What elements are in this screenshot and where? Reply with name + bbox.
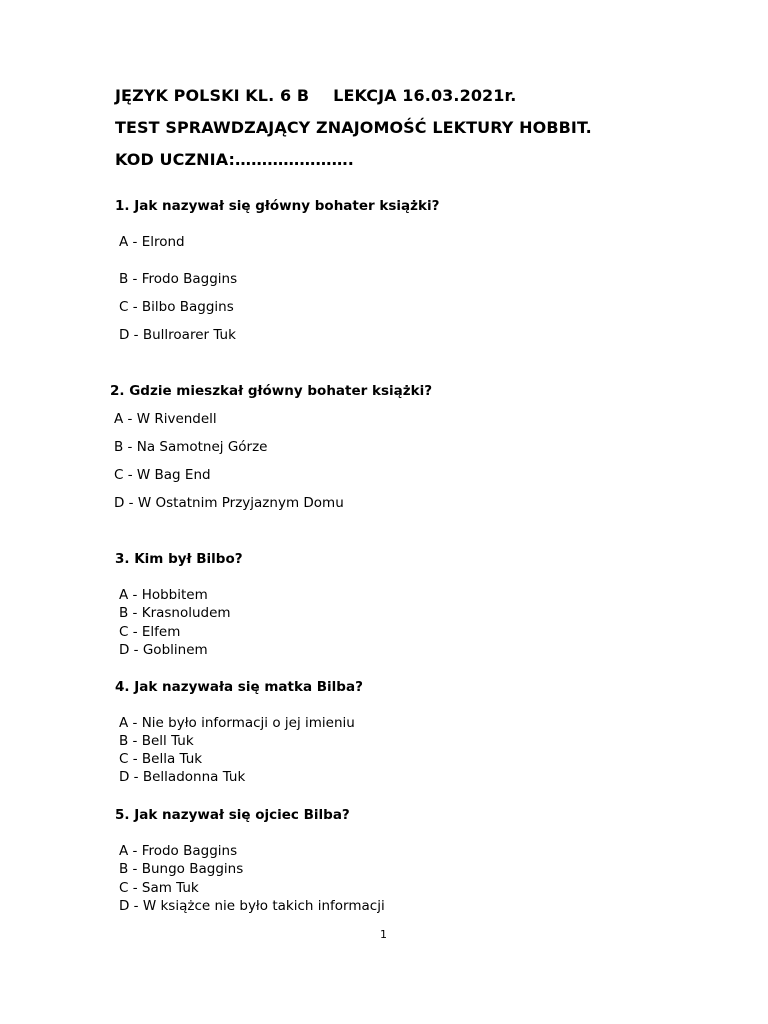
answer-5b: B - Bungo Baggins [119,861,244,877]
answer-3b: B - Krasnoludem [119,605,231,621]
answer-2a: A - W Rivendell [114,411,217,427]
answer-4c: C - Bella Tuk [119,751,203,767]
answer-5d: D - W książce nie było takich informacji [119,898,385,914]
answer-4b: B - Bell Tuk [119,733,194,749]
answer-5a: A - Frodo Baggins [119,843,238,859]
answer-2c: C - W Bag End [114,467,211,483]
answer-3d: D - Goblinem [119,642,208,658]
question-2: 2. Gdzie mieszkał główny bohater książki? [110,383,433,399]
answer-4d: D - Belladonna Tuk [119,769,246,785]
answer-5c: C - Sam Tuk [119,880,199,896]
question-3: 3. Kim był Bilbo? [115,551,243,567]
answer-3a: A - Hobbitem [119,587,208,603]
answer-1c: C - Bilbo Baggins [119,299,234,315]
answer-2d: D - W Ostatnim Przyjaznym Domu [114,495,344,511]
question-1: 1. Jak nazywał się główny bohater książki? [115,198,440,214]
answer-1d: D - Bullroarer Tuk [119,327,236,343]
lesson-date: LEKCJA 16.03.2021r. [333,86,517,105]
answer-1b: B - Frodo Baggins [119,271,238,287]
answer-4a: A - Nie było informacji o jej imieniu [119,715,355,731]
question-5: 5. Jak nazywał się ojciec Bilba? [115,807,350,823]
answer-3c: C - Elfem [119,624,181,640]
answer-1a: A - Elrond [119,234,185,250]
test-title: TEST SPRAWDZAJĄCY ZNAJOMOŚĆ LEKTURY HOBBIT. [115,118,592,137]
question-4: 4. Jak nazywała się matka Bilba? [115,679,363,695]
subject-title: JĘZYK POLSKI KL. 6 B [115,86,310,105]
student-code-field: KOD UCZNIA:…………………. [115,150,354,169]
answer-2b: B - Na Samotnej Górze [114,439,268,455]
header-line-subject [115,86,516,105]
page-number: 1 [380,928,387,941]
